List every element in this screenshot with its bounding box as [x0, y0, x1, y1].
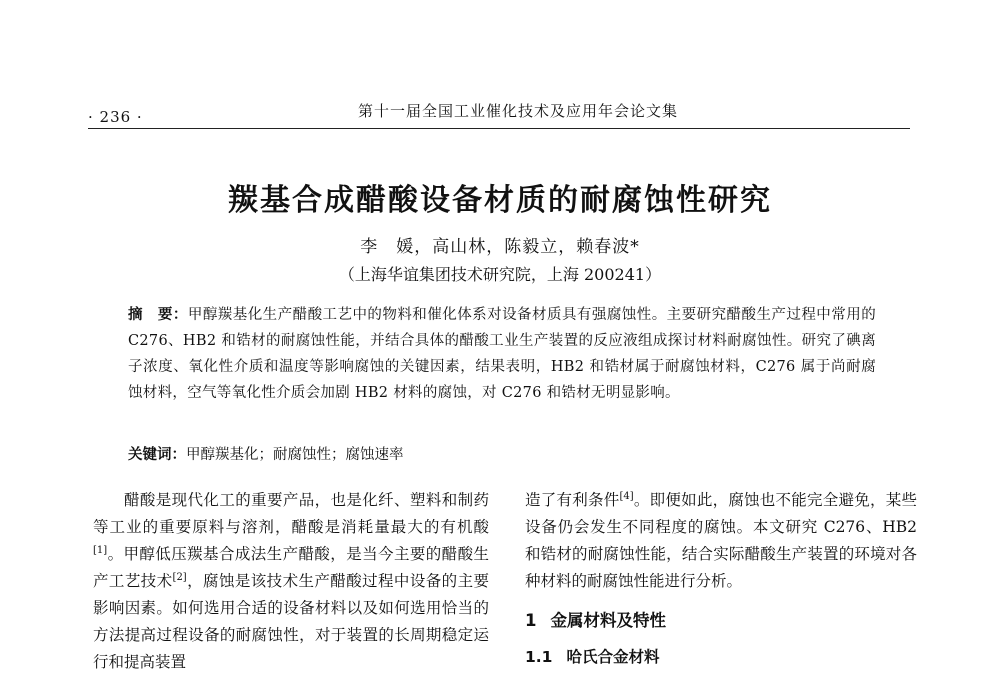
body-column-right	[525, 487, 917, 671]
continued-text-1: 造了有利条件	[525, 491, 620, 509]
citation-ref[interactable]: [1]	[93, 544, 108, 556]
intro-text-2: 。甲醇低压羰基合成法生产醋酸，是当今主要的醋酸生产工艺技术	[93, 545, 489, 590]
abstract	[128, 302, 876, 406]
article-authors: 李 媛，高山林，陈毅立，赖春波*	[360, 237, 640, 257]
citation-ref[interactable]: [4]	[619, 490, 634, 502]
article-title: 羰基合成醋酸设备材质的耐腐蚀性研究	[228, 183, 772, 218]
page-number: · 236 ·	[88, 108, 143, 126]
subsection-number: 1.1	[525, 648, 553, 666]
intro-paragraph	[93, 487, 489, 676]
header-rule	[88, 128, 910, 129]
section-title: 金属材料及特性	[550, 611, 666, 630]
article-affiliation: （上海华谊集团技术研究院，上海 200241）	[338, 265, 662, 284]
continued-text-2: 。即便如此，腐蚀也不能完全避免，某些设备仍会发生不同程度的腐蚀。本文研究 C276、HB2 和锆材的耐腐蚀性能，结合实际醋酸生产装置的环境对各种材料的耐腐蚀性能进行分析。	[525, 491, 917, 590]
continued-paragraph	[525, 487, 917, 595]
body-column-left	[93, 487, 489, 676]
keywords	[128, 442, 876, 468]
running-header	[88, 100, 910, 128]
keywords-text: 甲醇羰基化；耐腐蚀性；腐蚀速率	[186, 447, 404, 463]
section-heading	[525, 607, 917, 634]
keywords-label: 关键词：	[128, 447, 186, 463]
running-title: 第十一届全国工业催化技术及应用年会论文集	[358, 102, 679, 120]
citation-ref[interactable]: [2]	[172, 571, 187, 583]
subsection-heading	[525, 644, 917, 671]
intro-text-1: 醋酸是现代化工的重要产品，也是化纤、塑料和制药等工业的重要原料与溶剂，醋酸是消耗量最大的有机酸	[93, 491, 489, 536]
abstract-label: 摘 要：	[128, 307, 188, 323]
subsection-title: 哈氏合金材料	[566, 648, 660, 666]
intro-text-3: ，腐蚀是该技术生产醋酸过程中设备的主要影响因素。如何选用合适的设备材料以及如何选用恰当的方法提高过程设备的耐腐蚀性，对于装置的长周期稳定运行和提高装置	[93, 572, 489, 671]
section-number: 1	[525, 611, 537, 630]
abstract-text: 甲醇羰基化生产醋酸工艺中的物料和催化体系对设备材质具有强腐蚀性。主要研究醋酸生产过程中常用的 C276、HB2 和锆材的耐腐蚀性能，并结合具体的醋酸工业生产装置的反应液组成探讨材料耐腐蚀性。研究了碘离子浓度、氧化性介质和温度等影响腐蚀的关键因素，结果表明，HB2 和锆材属于耐腐蚀材料，C276 属于尚耐腐蚀材料，空气等氧化性介质会加剧 HB2 材料的腐蚀，对 C276 和锆材无明显影响。	[128, 307, 877, 401]
